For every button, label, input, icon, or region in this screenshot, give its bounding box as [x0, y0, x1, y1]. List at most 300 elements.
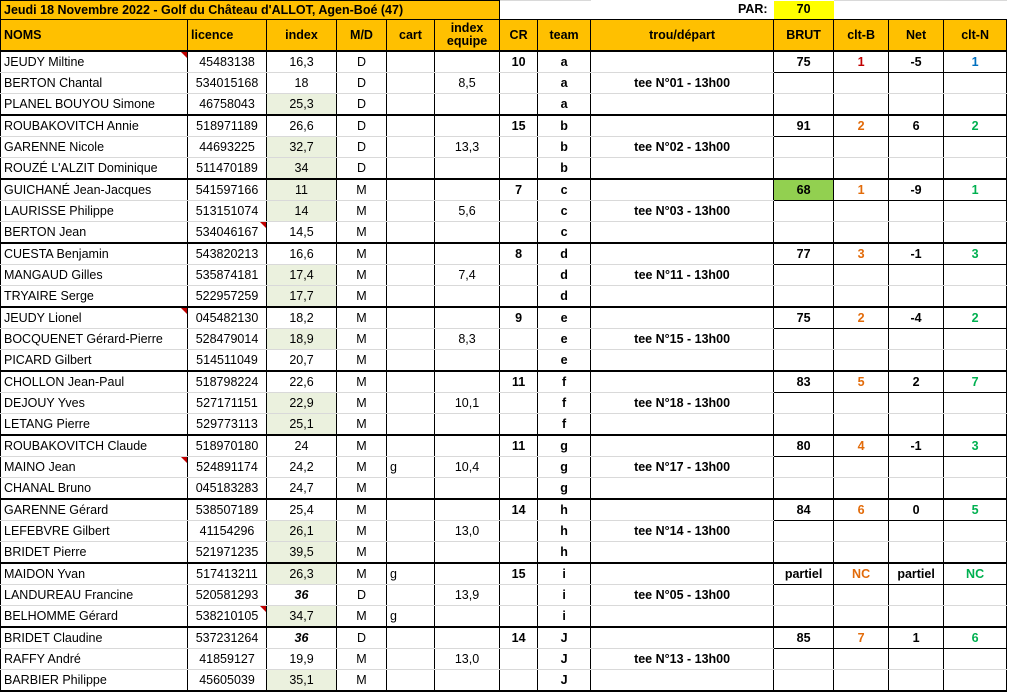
clt-n-empty: [944, 201, 1007, 222]
clt-b-empty: [834, 94, 889, 116]
player-cart: [387, 286, 435, 308]
team-letter: e: [538, 350, 591, 372]
player-index: 11: [267, 179, 337, 201]
player-md: D: [337, 585, 387, 606]
player-cart: [387, 243, 435, 265]
cr-value: 15: [500, 115, 538, 137]
header-index: index: [267, 20, 337, 52]
net-empty: [889, 457, 944, 478]
clt-b-rank: NC: [834, 563, 889, 585]
index-equipe: 8,3: [435, 329, 500, 350]
player-md: D: [337, 51, 387, 73]
index-equipe: [435, 243, 500, 265]
player-name: MAINO Jean: [1, 457, 188, 478]
player-index: 18,2: [267, 307, 337, 329]
player-licence: 534046167: [188, 222, 267, 244]
team-letter: d: [538, 265, 591, 286]
team-letter: d: [538, 286, 591, 308]
brut-empty: [774, 585, 834, 606]
player-name: MANGAUD Gilles: [1, 265, 188, 286]
team-letter: g: [538, 435, 591, 457]
player-md: M: [337, 414, 387, 436]
tee-start: tee N°02 - 13h00: [591, 137, 774, 158]
player-index: 34: [267, 158, 337, 180]
brut-score: 85: [774, 627, 834, 649]
player-licence: 537231264: [188, 627, 267, 649]
table-row: [1, 329, 1007, 350]
clt-n-rank: 5: [944, 499, 1007, 521]
player-cart: g: [387, 606, 435, 628]
clt-b-empty: [834, 542, 889, 564]
tee-start: [591, 158, 774, 180]
index-equipe: [435, 435, 500, 457]
index-equipe: [435, 606, 500, 628]
cr-value: [500, 521, 538, 542]
net-empty: [889, 478, 944, 500]
player-cart: [387, 329, 435, 350]
header-brut: BRUT: [774, 20, 834, 52]
index-equipe: [435, 179, 500, 201]
brut-score: 80: [774, 435, 834, 457]
tee-start: tee N°03 - 13h00: [591, 201, 774, 222]
clt-b-empty: [834, 265, 889, 286]
player-md: M: [337, 457, 387, 478]
table-row: [1, 670, 1007, 692]
player-licence: 538210105: [188, 606, 267, 628]
cr-value: [500, 222, 538, 244]
table-row: [1, 115, 1007, 137]
player-name: GARENNE Gérard: [1, 499, 188, 521]
tee-start: tee N°14 - 13h00: [591, 521, 774, 542]
player-licence: 513151074: [188, 201, 267, 222]
player-cart: [387, 414, 435, 436]
net-empty: [889, 521, 944, 542]
cr-value: [500, 670, 538, 692]
player-md: M: [337, 265, 387, 286]
player-md: D: [337, 115, 387, 137]
table-row: [1, 51, 1007, 73]
net-score: 6: [889, 115, 944, 137]
tee-start: [591, 435, 774, 457]
player-licence: 543820213: [188, 243, 267, 265]
clt-n-empty: [944, 158, 1007, 180]
team-letter: c: [538, 201, 591, 222]
tee-start: tee N°17 - 13h00: [591, 457, 774, 478]
team-letter: f: [538, 393, 591, 414]
clt-n-empty: [944, 585, 1007, 606]
player-name: BRIDET Claudine: [1, 627, 188, 649]
net-score: 1: [889, 627, 944, 649]
par-value: 70: [774, 1, 834, 20]
player-md: M: [337, 201, 387, 222]
player-cart: [387, 435, 435, 457]
clt-n-rank: 3: [944, 435, 1007, 457]
team-letter: c: [538, 179, 591, 201]
net-empty: [889, 649, 944, 670]
player-licence: 541597166: [188, 179, 267, 201]
player-md: M: [337, 350, 387, 372]
header-md: M/D: [337, 20, 387, 52]
table-row: [1, 478, 1007, 500]
clt-n-empty: [944, 606, 1007, 628]
cr-value: [500, 201, 538, 222]
player-licence: 522957259: [188, 286, 267, 308]
player-index: 17,4: [267, 265, 337, 286]
net-empty: [889, 670, 944, 692]
header-licence: licence: [188, 20, 267, 52]
player-name: BRIDET Pierre: [1, 542, 188, 564]
table-row: [1, 649, 1007, 670]
player-licence: 45605039: [188, 670, 267, 692]
team-letter: a: [538, 51, 591, 73]
brut-empty: [774, 73, 834, 94]
player-index: 24,7: [267, 478, 337, 500]
player-index: 26,1: [267, 521, 337, 542]
index-equipe: [435, 51, 500, 73]
clt-n-rank: 1: [944, 51, 1007, 73]
cr-value: [500, 478, 538, 500]
brut-empty: [774, 137, 834, 158]
clt-n-empty: [944, 73, 1007, 94]
player-index: 18: [267, 73, 337, 94]
table-row: [1, 393, 1007, 414]
player-licence: 518798224: [188, 371, 267, 393]
team-letter: J: [538, 627, 591, 649]
cr-value: 14: [500, 499, 538, 521]
index-equipe: 13,9: [435, 585, 500, 606]
player-cart: [387, 521, 435, 542]
team-letter: i: [538, 585, 591, 606]
player-index: 24: [267, 435, 337, 457]
player-cart: [387, 158, 435, 180]
index-equipe: [435, 115, 500, 137]
cr-value: [500, 649, 538, 670]
player-name: BERTON Jean: [1, 222, 188, 244]
tee-start: [591, 542, 774, 564]
clt-n-empty: [944, 457, 1007, 478]
player-name: GUICHANÉ Jean-Jacques: [1, 179, 188, 201]
cr-value: [500, 158, 538, 180]
net-empty: [889, 329, 944, 350]
player-md: M: [337, 649, 387, 670]
table-row: [1, 585, 1007, 606]
clt-b-empty: [834, 329, 889, 350]
player-licence: 521971235: [188, 542, 267, 564]
player-md: D: [337, 73, 387, 94]
tee-start: [591, 115, 774, 137]
index-equipe: [435, 563, 500, 585]
tee-start: [591, 222, 774, 244]
clt-n-empty: [944, 329, 1007, 350]
index-equipe: [435, 627, 500, 649]
clt-n-empty: [944, 414, 1007, 436]
brut-empty: [774, 265, 834, 286]
index-equipe: [435, 222, 500, 244]
player-cart: [387, 499, 435, 521]
player-licence: 44693225: [188, 137, 267, 158]
team-letter: J: [538, 670, 591, 692]
player-index: 35,1: [267, 670, 337, 692]
player-name: ROUBAKOVITCH Annie: [1, 115, 188, 137]
tee-start: [591, 478, 774, 500]
brut-score: 68: [774, 179, 834, 201]
clt-b-empty: [834, 137, 889, 158]
clt-b-empty: [834, 670, 889, 692]
player-licence: 518970180: [188, 435, 267, 457]
net-score: 2: [889, 371, 944, 393]
brut-empty: [774, 606, 834, 628]
team-letter: i: [538, 563, 591, 585]
clt-n-rank: NC: [944, 563, 1007, 585]
brut-score: 83: [774, 371, 834, 393]
player-md: M: [337, 307, 387, 329]
player-cart: [387, 307, 435, 329]
tee-start: tee N°05 - 13h00: [591, 585, 774, 606]
clt-b-empty: [834, 73, 889, 94]
team-letter: e: [538, 329, 591, 350]
cr-value: [500, 457, 538, 478]
player-md: M: [337, 563, 387, 585]
clt-b-rank: 1: [834, 179, 889, 201]
tee-start: [591, 414, 774, 436]
brut-empty: [774, 350, 834, 372]
clt-b-empty: [834, 414, 889, 436]
clt-n-empty: [944, 393, 1007, 414]
header-cr: CR: [500, 20, 538, 52]
table-row: [1, 179, 1007, 201]
player-index: 32,7: [267, 137, 337, 158]
player-index: 16,3: [267, 51, 337, 73]
net-empty: [889, 414, 944, 436]
team-letter: h: [538, 499, 591, 521]
cr-value: [500, 286, 538, 308]
clt-b-rank: 7: [834, 627, 889, 649]
cr-value: [500, 393, 538, 414]
player-cart: [387, 222, 435, 244]
player-name: RAFFY André: [1, 649, 188, 670]
player-md: M: [337, 222, 387, 244]
index-equipe: [435, 371, 500, 393]
clt-n-rank: 6: [944, 627, 1007, 649]
tee-start: tee N°11 - 13h00: [591, 265, 774, 286]
player-index: 26,6: [267, 115, 337, 137]
clt-b-rank: 5: [834, 371, 889, 393]
net-score: partiel: [889, 563, 944, 585]
player-index: 36: [267, 627, 337, 649]
tee-start: tee N°18 - 13h00: [591, 393, 774, 414]
player-cart: [387, 350, 435, 372]
tee-start: [591, 371, 774, 393]
brut-score: 91: [774, 115, 834, 137]
clt-n-empty: [944, 286, 1007, 308]
clt-b-empty: [834, 201, 889, 222]
index-equipe: 13,0: [435, 649, 500, 670]
cr-value: [500, 542, 538, 564]
player-licence: 527171151: [188, 393, 267, 414]
tee-start: [591, 670, 774, 692]
index-equipe: 13,3: [435, 137, 500, 158]
player-licence: 045183283: [188, 478, 267, 500]
net-empty: [889, 94, 944, 116]
player-md: D: [337, 137, 387, 158]
clt-n-empty: [944, 350, 1007, 372]
clt-b-empty: [834, 222, 889, 244]
player-index: 22,9: [267, 393, 337, 414]
index-equipe: [435, 350, 500, 372]
table-row: [1, 499, 1007, 521]
player-licence: 528479014: [188, 329, 267, 350]
cr-value: [500, 329, 538, 350]
player-name: JEUDY Lionel: [1, 307, 188, 329]
player-cart: [387, 94, 435, 116]
index-equipe: 10,4: [435, 457, 500, 478]
clt-n-rank: 2: [944, 307, 1007, 329]
tee-start: [591, 179, 774, 201]
team-letter: J: [538, 649, 591, 670]
header-clt-n: clt-N: [944, 20, 1007, 52]
par-label: PAR:: [591, 1, 774, 20]
net-empty: [889, 222, 944, 244]
player-cart: g: [387, 563, 435, 585]
player-licence: 46758043: [188, 94, 267, 116]
player-md: M: [337, 393, 387, 414]
net-score: -1: [889, 435, 944, 457]
clt-n-empty: [944, 521, 1007, 542]
team-letter: f: [538, 414, 591, 436]
player-cart: [387, 179, 435, 201]
clt-b-empty: [834, 521, 889, 542]
clt-n-empty: [944, 137, 1007, 158]
clt-n-rank: 1: [944, 179, 1007, 201]
net-empty: [889, 393, 944, 414]
index-equipe: 10,1: [435, 393, 500, 414]
player-name: ROUZÉ L'ALZIT Dominique: [1, 158, 188, 180]
clt-b-empty: [834, 286, 889, 308]
clt-b-rank: 2: [834, 307, 889, 329]
tee-start: [591, 94, 774, 116]
table-row: [1, 307, 1007, 329]
player-name: CUESTA Benjamin: [1, 243, 188, 265]
player-index: 18,9: [267, 329, 337, 350]
clt-b-empty: [834, 457, 889, 478]
player-cart: [387, 542, 435, 564]
team-letter: g: [538, 478, 591, 500]
tee-start: tee N°13 - 13h00: [591, 649, 774, 670]
cr-value: 10: [500, 51, 538, 73]
net-empty: [889, 286, 944, 308]
net-empty: [889, 350, 944, 372]
tee-start: tee N°01 - 13h00: [591, 73, 774, 94]
player-cart: [387, 627, 435, 649]
brut-empty: [774, 521, 834, 542]
clt-b-empty: [834, 478, 889, 500]
tee-start: [591, 350, 774, 372]
clt-b-empty: [834, 585, 889, 606]
player-name: CHOLLON Jean-Paul: [1, 371, 188, 393]
cr-value: 11: [500, 435, 538, 457]
brut-empty: [774, 649, 834, 670]
brut-empty: [774, 393, 834, 414]
brut-empty: [774, 286, 834, 308]
player-licence: 45483138: [188, 51, 267, 73]
table-row: [1, 137, 1007, 158]
team-letter: h: [538, 521, 591, 542]
cr-value: [500, 94, 538, 116]
player-md: M: [337, 606, 387, 628]
player-md: M: [337, 243, 387, 265]
tee-start: [591, 307, 774, 329]
cr-value: [500, 350, 538, 372]
net-score: -4: [889, 307, 944, 329]
clt-b-empty: [834, 649, 889, 670]
cr-value: [500, 606, 538, 628]
player-name: LANDUREAU Francine: [1, 585, 188, 606]
tee-start: [591, 499, 774, 521]
clt-n-empty: [944, 670, 1007, 692]
brut-empty: [774, 222, 834, 244]
player-name: DEJOUY Yves: [1, 393, 188, 414]
index-equipe: 13,0: [435, 521, 500, 542]
player-cart: [387, 73, 435, 94]
player-name: BERTON Chantal: [1, 73, 188, 94]
brut-empty: [774, 457, 834, 478]
team-letter: b: [538, 115, 591, 137]
player-cart: g: [387, 457, 435, 478]
cr-value: 8: [500, 243, 538, 265]
index-equipe: [435, 478, 500, 500]
index-equipe: 7,4: [435, 265, 500, 286]
clt-b-empty: [834, 606, 889, 628]
player-md: M: [337, 286, 387, 308]
table-row: [1, 627, 1007, 649]
clt-b-rank: 2: [834, 115, 889, 137]
player-md: M: [337, 179, 387, 201]
team-letter: b: [538, 158, 591, 180]
header-cart: cart: [387, 20, 435, 52]
player-cart: [387, 649, 435, 670]
player-name: JEUDY Miltine: [1, 51, 188, 73]
net-empty: [889, 73, 944, 94]
player-cart: [387, 585, 435, 606]
player-name: ROUBAKOVITCH Claude: [1, 435, 188, 457]
table-row: [1, 286, 1007, 308]
player-name: PICARD Gilbert: [1, 350, 188, 372]
table-row: [1, 158, 1007, 180]
player-name: PLANEL BOUYOU Simone: [1, 94, 188, 116]
player-name: LETANG Pierre: [1, 414, 188, 436]
player-name: BELHOMME Gérard: [1, 606, 188, 628]
team-letter: a: [538, 94, 591, 116]
clt-n-empty: [944, 222, 1007, 244]
team-letter: b: [538, 137, 591, 158]
player-cart: [387, 51, 435, 73]
cr-value: [500, 585, 538, 606]
cr-value: [500, 265, 538, 286]
clt-n-empty: [944, 542, 1007, 564]
index-equipe: [435, 307, 500, 329]
player-md: D: [337, 627, 387, 649]
player-md: M: [337, 478, 387, 500]
team-letter: a: [538, 73, 591, 94]
player-index: 25,4: [267, 499, 337, 521]
cr-value: 7: [500, 179, 538, 201]
table-row: [1, 243, 1007, 265]
player-licence: 518971189: [188, 115, 267, 137]
brut-empty: [774, 94, 834, 116]
table-row: [1, 94, 1007, 116]
clt-b-empty: [834, 393, 889, 414]
player-cart: [387, 265, 435, 286]
